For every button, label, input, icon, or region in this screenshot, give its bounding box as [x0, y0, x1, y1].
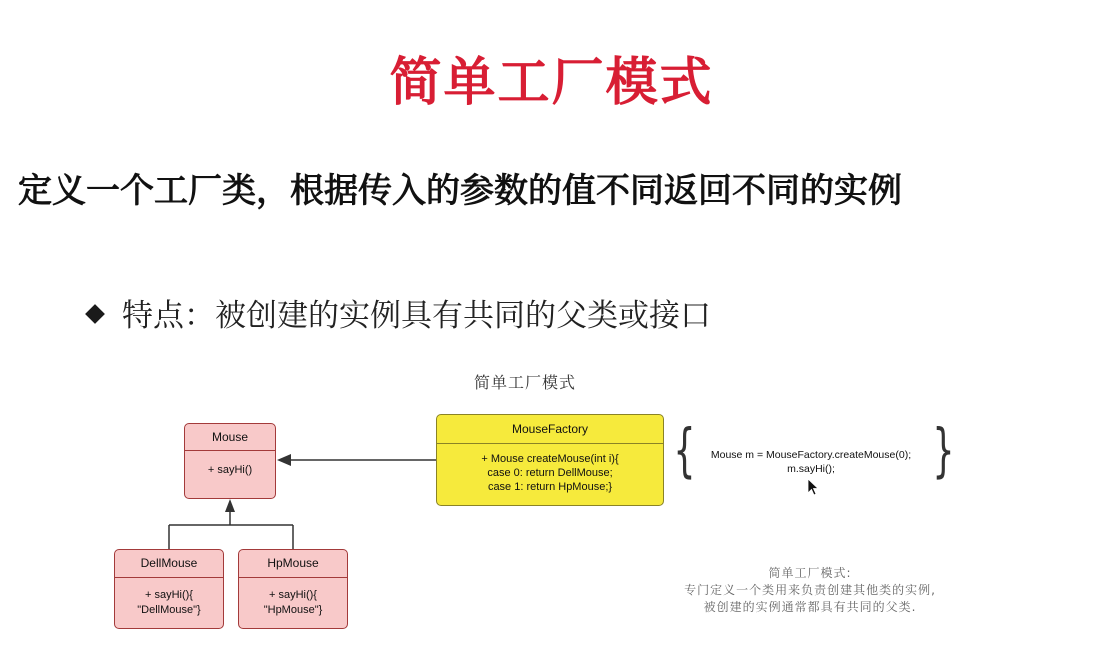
- class-dellmouse-methods: [115, 578, 223, 618]
- slide-subtitle: 定义一个工厂类，根据传入的参数的值不同返回不同的实例: [18, 171, 902, 211]
- description-line2: 专门定义一个类用来负责创建其他类的实例,: [684, 583, 936, 597]
- class-hpmouse: [238, 549, 348, 629]
- left-brace-icon: {: [673, 416, 696, 484]
- class-dellmouse-method-line1: + sayHi(){: [145, 589, 193, 601]
- class-hpmouse-name: HpMouse: [239, 550, 347, 578]
- diagram-title: 简单工厂模式: [473, 373, 576, 392]
- factory-to-mouse-arrowhead: [277, 454, 291, 466]
- client-code-line1: Mouse m = MouseFactory.createMouse(0);: [710, 449, 912, 461]
- mouse-pointer-icon: [807, 478, 821, 498]
- class-mouse-method: + sayHi(): [207, 464, 253, 476]
- class-mouse-name: Mouse: [185, 424, 275, 451]
- class-mousefactory: [436, 414, 664, 506]
- description-line1: 简单工厂模式:: [768, 566, 852, 580]
- class-dellmouse: [114, 549, 224, 629]
- bullet-text: 特点：被创建的实例具有共同的父类或接口: [122, 298, 711, 334]
- right-brace-icon: }: [932, 416, 955, 484]
- pattern-description: [650, 565, 970, 616]
- class-hpmouse-method-line1: + sayHi(){: [269, 589, 317, 601]
- class-hpmouse-methods: [239, 578, 347, 618]
- class-mouse: [184, 423, 276, 499]
- class-hpmouse-method-line2: "HpMouse"}: [263, 604, 323, 616]
- factory-method-line1: + Mouse createMouse(int i){: [481, 453, 619, 465]
- description-line3: 被创建的实例通常都具有共同的父类.: [703, 600, 917, 614]
- factory-method-line3: case 1: return HpMouse;}: [487, 481, 613, 493]
- class-mousefactory-methods: [437, 444, 663, 494]
- inheritance-arrowhead: [225, 499, 235, 512]
- class-dellmouse-name: DellMouse: [115, 550, 223, 578]
- client-code-line2: m.sayHi();: [787, 463, 835, 475]
- factory-method-line2: case 0: return DellMouse;: [487, 467, 613, 479]
- class-dellmouse-method-line2: "DellMouse"}: [137, 604, 201, 616]
- class-mousefactory-name: MouseFactory: [437, 415, 663, 444]
- slide-title: 简单工厂模式: [389, 53, 714, 113]
- client-code-note: [686, 448, 936, 476]
